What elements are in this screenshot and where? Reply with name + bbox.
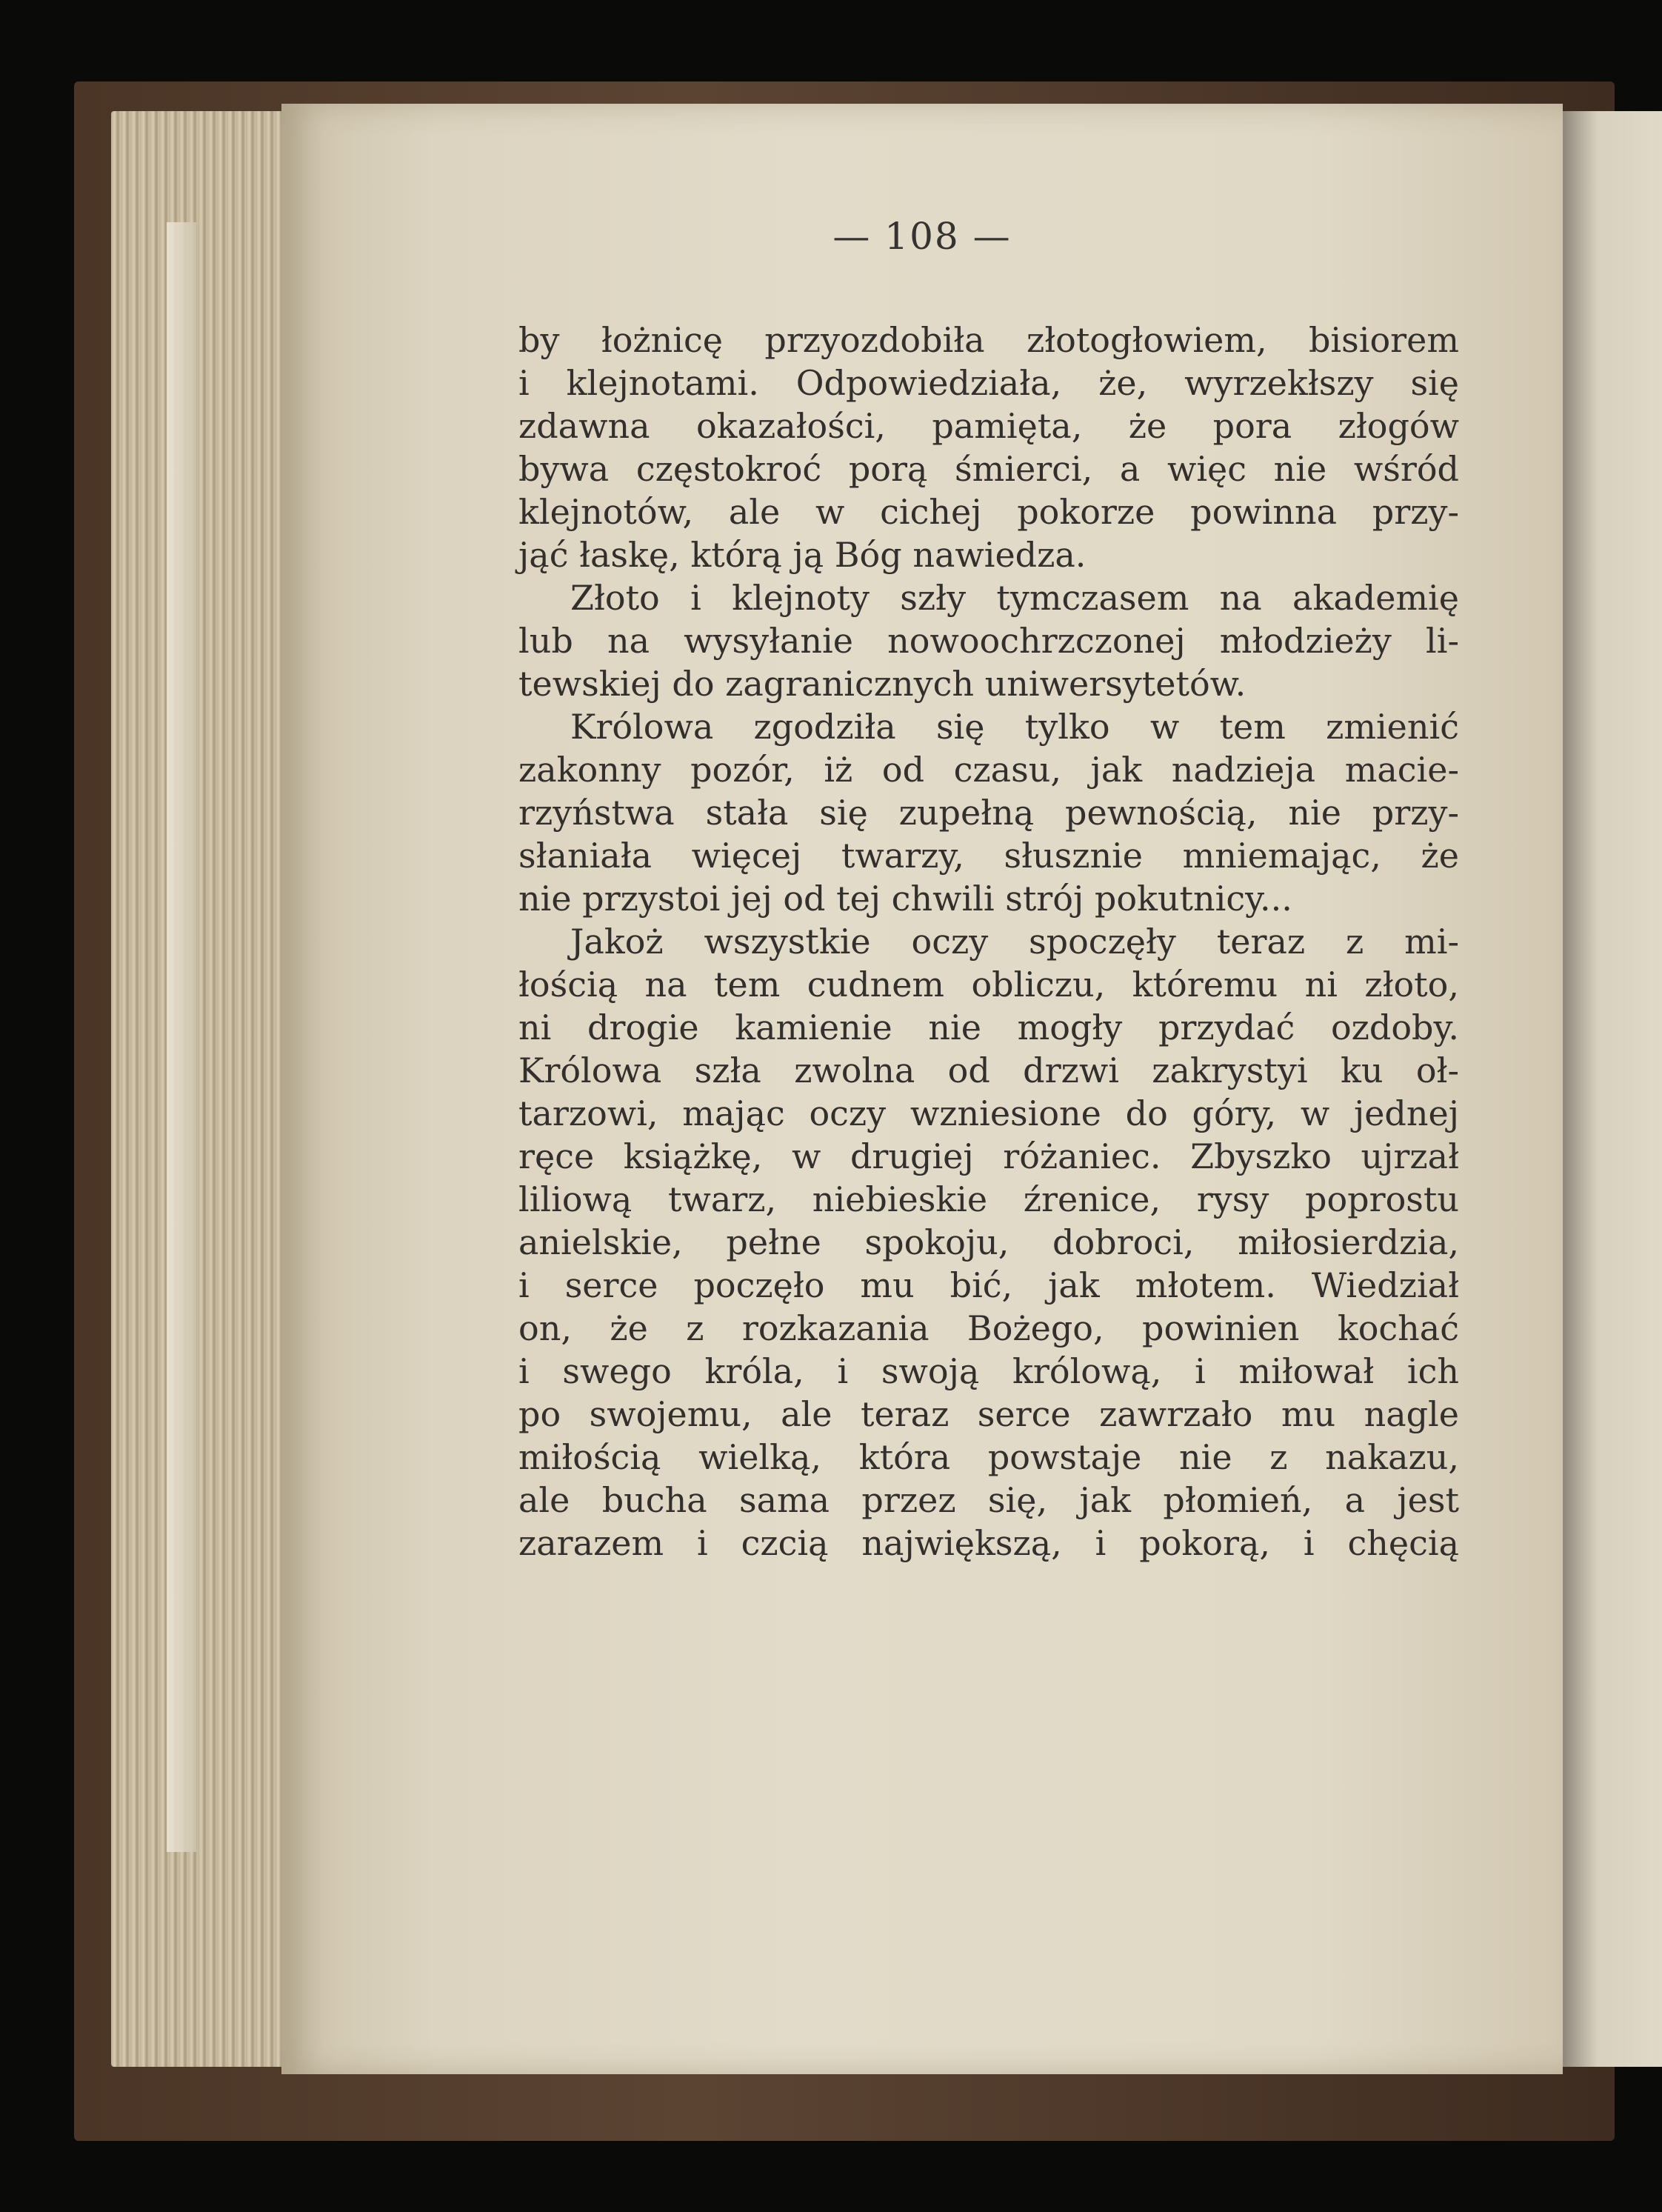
text-line: i serce poczęło mu bić, jak młotem. Wiedział: [518, 1265, 1459, 1305]
text-line: lub na wysyłanie nowoochrzczonej młodzieży li-: [518, 621, 1459, 661]
text-line: on, że z rozkazania Bożego, powinien kochać: [518, 1308, 1459, 1348]
binding-strip: [167, 222, 196, 1852]
text-line: Złoto i klejnoty szły tymczasem na akademię: [570, 578, 1459, 618]
text-line: ręce książkę, w drugiej różaniec. Zbyszko ujrzał: [518, 1136, 1459, 1176]
page-edges: [111, 111, 289, 2067]
text-line: łością na tem cudnem obliczu, któremu ni złoto,: [518, 965, 1459, 1005]
text-line: rzyństwa stała się zupełną pewnością, nie przy-: [518, 793, 1459, 833]
text-line: nie przystoi jej od tej chwili strój pokutnicy...: [518, 879, 1292, 919]
text-line: miłością wielką, która powstaje nie z nakazu,: [518, 1437, 1459, 1477]
text-line: bywa częstokroć porą śmierci, a więc nie wśród: [518, 449, 1459, 489]
text-line: klejnotów, ale w cichej pokorze powinna przy-: [518, 492, 1459, 532]
page-text: [518, 319, 1459, 1565]
text-line: anielskie, pełne spokoju, dobroci, miłosierdzia,: [518, 1222, 1459, 1262]
text-line: i swego króla, i swoją królową, i miłował ich: [518, 1351, 1459, 1391]
text-line: tewskiej do zagranicznych uniwersytetów.: [518, 664, 1246, 704]
text-line: słaniała więcej twarzy, słusznie mniemając, że: [518, 836, 1459, 876]
text-line: by łożnicę przyozdobiła złotogłowiem, bisiorem: [518, 320, 1459, 360]
text-line: zakonny pozór, iż od czasu, jak nadzieja macie-: [518, 750, 1459, 790]
text-line: ni drogie kamienie nie mogły przydać ozdoby.: [518, 1007, 1459, 1047]
page-number: — 108 —: [832, 215, 1012, 258]
text-line: zdawna okazałości, pamięta, że pora złogów: [518, 406, 1459, 446]
text-line: Królowa zgodziła się tylko w tem zmienić: [570, 707, 1459, 747]
facing-page-edge: [1563, 111, 1662, 2067]
text-line: po swojemu, ale teraz serce zawrzało mu nagle: [518, 1394, 1459, 1434]
text-line: Jakoż wszystkie oczy spoczęły teraz z mi-: [570, 922, 1459, 962]
text-line: i klejnotami. Odpowiedziała, że, wyrzekłszy się: [518, 363, 1459, 403]
text-line: tarzowi, mając oczy wzniesione do góry, w jednej: [518, 1093, 1459, 1133]
text-line: jąć łaskę, którą ją Bóg nawiedza.: [518, 535, 1087, 575]
text-line: ale bucha sama przez się, jak płomień, a jest: [518, 1480, 1459, 1520]
text-line: liliową twarz, niebieskie źrenice, rysy poprostu: [518, 1179, 1459, 1219]
text-line: zarazem i czcią największą, i pokorą, i chęcią: [518, 1523, 1459, 1563]
text-line: Królowa szła zwolna od drzwi zakrystyi ku oł-: [518, 1050, 1459, 1090]
